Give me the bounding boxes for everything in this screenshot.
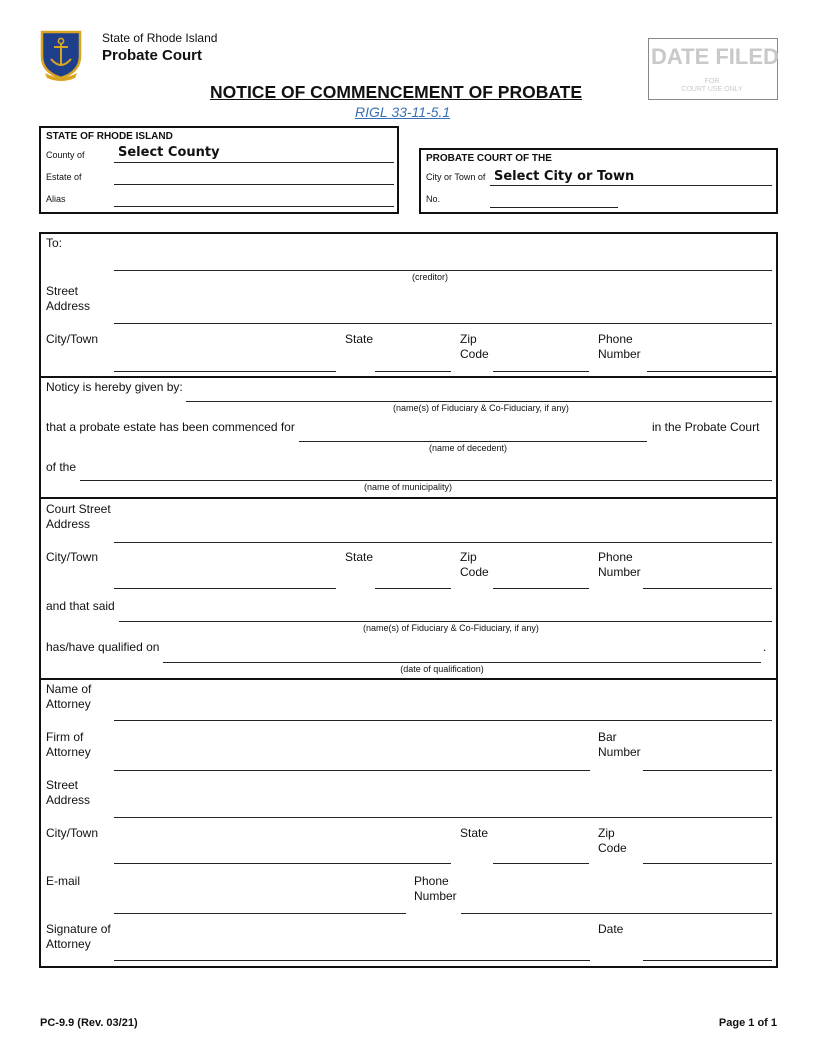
attorney-signature-field[interactable] (114, 960, 590, 961)
county-select[interactable]: Select County (118, 145, 220, 160)
rhode-island-seal-icon (30, 26, 92, 82)
header-state: State of Rhode Island (102, 31, 218, 45)
court-zip-label-line-2: Code (460, 564, 489, 579)
attorney-name-label (46, 682, 91, 711)
attorney-firm-label-line-1: Firm of (46, 730, 84, 744)
statute-link[interactable]: RIGL 33-11-5.1 (355, 104, 451, 120)
decedent-caption: (name of decedent) (428, 443, 508, 453)
attorney-name-label-line-2: Attorney (46, 696, 91, 711)
state-label: State (345, 332, 374, 346)
has-qualified-label: has/have qualified on (46, 640, 160, 654)
main-form-box (39, 232, 778, 968)
of-the-label: of the (46, 460, 77, 474)
attorney-state-label: State (460, 826, 489, 840)
court-use-only-label (648, 78, 776, 94)
county-label: County of (46, 150, 85, 160)
attorney-name-field[interactable] (114, 720, 772, 721)
creditor-caption: (creditor) (411, 272, 448, 282)
court-state-field[interactable] (375, 588, 451, 589)
court-street-label-line-1: Court Street (46, 502, 111, 516)
case-number-label: No. (426, 194, 441, 204)
fiduciary-field[interactable] (186, 401, 772, 402)
phone-label-line-2: Number (598, 346, 641, 361)
attorney-firm-label-line-2: Attorney (46, 744, 91, 759)
county-underline (114, 162, 394, 163)
bar-number-field[interactable] (643, 770, 772, 771)
attorney-email-label: E-mail (46, 874, 81, 888)
court-zip-label-line-1: Zip (460, 550, 477, 564)
commenced-label: that a probate estate has been commenced for (46, 420, 295, 434)
court-use-line-2: COURT USE ONLY (681, 86, 743, 93)
state-box-heading: STATE OF RHODE ISLAND (46, 131, 173, 142)
attorney-firm-label (46, 730, 91, 759)
court-box-heading: PROBATE COURT OF THE (426, 153, 552, 164)
municipality-caption: (name of municipality) (363, 482, 453, 492)
municipality-field[interactable] (80, 480, 772, 481)
street-address-label (46, 284, 90, 313)
city-town-underline (490, 185, 772, 186)
street-label-line-1: Street (46, 284, 79, 298)
attorney-phone-label-line-2: Number (414, 888, 457, 903)
court-phone-label-line-2: Number (598, 564, 641, 579)
attorney-email-field[interactable] (114, 913, 406, 914)
qualified-period: . (763, 640, 767, 654)
signature-date-field[interactable] (643, 960, 772, 961)
attorney-firm-field[interactable] (114, 770, 590, 771)
signature-date-label: Date (598, 922, 624, 936)
attorney-city-field[interactable] (114, 863, 451, 864)
case-number-field[interactable] (490, 207, 618, 208)
section-divider (40, 376, 778, 378)
estate-field[interactable] (114, 184, 394, 185)
qualified-fiduciary-field[interactable] (119, 621, 772, 622)
qualification-date-caption: (date of qualification) (400, 664, 484, 674)
attorney-zip-label (598, 826, 627, 855)
qualified-fiduciary-caption: (name(s) of Fiduciary & Co-Fiduciary, if any) (363, 623, 539, 633)
city-field[interactable] (114, 371, 336, 372)
alias-label: Alias (46, 194, 66, 204)
court-phone-field[interactable] (643, 588, 772, 589)
alias-field[interactable] (114, 206, 394, 207)
attorney-phone-label (414, 874, 457, 903)
zip-label (460, 332, 489, 361)
zip-label-line-1: Zip (460, 332, 477, 346)
state-field[interactable] (375, 371, 451, 372)
and-that-said-label: and that said (46, 599, 115, 613)
city-town-select[interactable]: Select City or Town (494, 169, 635, 184)
header-court: Probate Court (102, 47, 203, 64)
section-divider (40, 497, 778, 499)
court-phone-label (598, 550, 641, 579)
form-number: PC-9.9 (Rev. 03/21) (40, 1017, 138, 1029)
court-street-label-line-2: Address (46, 516, 91, 531)
attorney-zip-label-line-2: Code (598, 840, 627, 855)
estate-label: Estate of (46, 172, 82, 182)
to-label: To: (46, 236, 63, 250)
court-city-label: City/Town (46, 550, 99, 564)
attorney-phone-label-line-1: Phone (414, 874, 449, 888)
in-probate-court-label: in the Probate Court (652, 420, 760, 434)
zip-label-line-2: Code (460, 346, 489, 361)
phone-label-line-1: Phone (598, 332, 633, 346)
zip-field[interactable] (493, 371, 589, 372)
fiduciary-caption: (name(s) of Fiduciary & Co-Fiduciary, if any) (393, 403, 569, 413)
decedent-field[interactable] (299, 441, 647, 442)
creditor-field[interactable] (114, 270, 772, 271)
page-number: Page 1 of 1 (718, 1017, 777, 1029)
attorney-name-label-line-1: Name of (46, 682, 92, 696)
court-city-field[interactable] (114, 588, 336, 589)
phone-label (598, 332, 641, 361)
court-street-label (46, 502, 111, 531)
bar-number-label-line-1: Bar (598, 730, 617, 744)
attorney-phone-field[interactable] (461, 913, 772, 914)
city-label: City/Town (46, 332, 99, 346)
attorney-city-label: City/Town (46, 826, 99, 840)
phone-field[interactable] (647, 371, 772, 372)
attorney-signature-label (46, 922, 111, 951)
court-street-field[interactable] (114, 542, 772, 543)
court-zip-field[interactable] (493, 588, 589, 589)
bar-number-label (598, 730, 641, 759)
attorney-signature-label-line-1: Signature of (46, 922, 111, 936)
court-use-line-1: FOR (704, 78, 720, 85)
section-divider (40, 678, 778, 680)
attorney-zip-field[interactable] (643, 863, 772, 864)
attorney-street-field[interactable] (114, 817, 772, 818)
city-town-label: City or Town of (426, 172, 486, 182)
attorney-state-field[interactable] (493, 863, 589, 864)
bar-number-label-line-2: Number (598, 744, 641, 759)
attorney-street-label-line-2: Address (46, 792, 91, 807)
given-by-label: Noticy is hereby given by: (46, 380, 183, 394)
attorney-street-label (46, 778, 90, 807)
attorney-zip-label-line-1: Zip (598, 826, 615, 840)
qualification-date-field[interactable] (163, 662, 761, 663)
street-address-field[interactable] (114, 323, 772, 324)
court-phone-label-line-1: Phone (598, 550, 633, 564)
attorney-street-label-line-1: Street (46, 778, 79, 792)
court-state-label: State (345, 550, 374, 564)
street-label-line-2: Address (46, 298, 91, 313)
court-zip-label (460, 550, 489, 579)
page-title: NOTICE OF COMMENCEMENT OF PROBATE (210, 82, 583, 102)
date-filed-label: DATE FILED (651, 44, 779, 69)
attorney-signature-label-line-2: Attorney (46, 936, 91, 951)
